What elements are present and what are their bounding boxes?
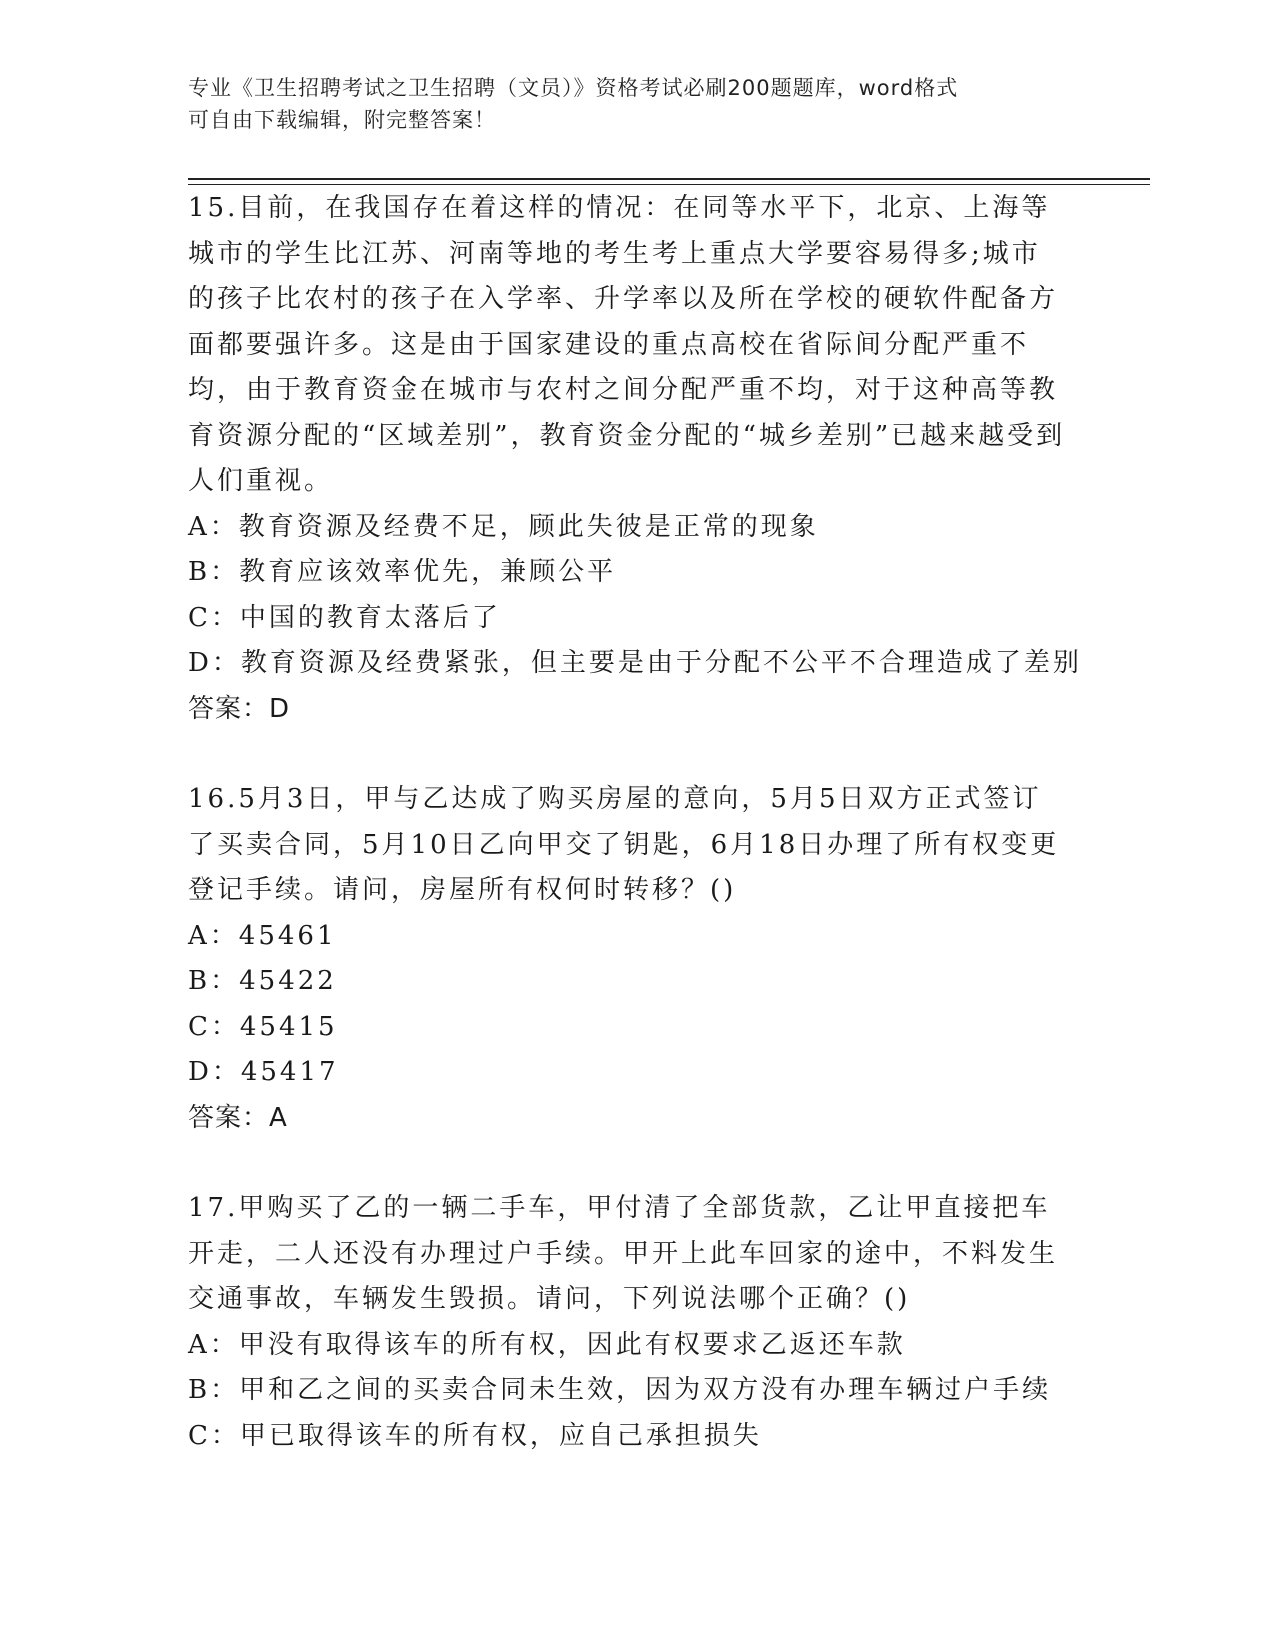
option-a: A：甲没有取得该车的所有权，因此有权要求乙返还车款 xyxy=(188,1329,906,1360)
option-c: C：45415 xyxy=(188,1011,338,1042)
header-line-1: 专业《卫生招聘考试之卫生招聘（文员）》资格考试必刷200题题库，word格式 xyxy=(188,76,959,100)
answer-text: 答案：D xyxy=(188,693,291,724)
option-b: B：甲和乙之间的买卖合同未生效，因为双方没有办理车辆过户手续 xyxy=(188,1375,1052,1405)
header-divider-thick xyxy=(188,178,1150,180)
question-text: 17.甲购买了乙的一辆二手车，甲付清了全部货款，乙让甲直接把车开走，二人还没有办理过户手续。甲开上此车回家的途中，不料发生交通事故，车辆发生毁损。请问，下列说法哪个正确？() xyxy=(188,1193,1059,1314)
document-header xyxy=(188,72,1088,136)
question-block-16 xyxy=(188,777,1068,1141)
question-text: 16.5月3日，甲与乙达成了购买房屋的意向，5月5日双方正式签订了买卖合同，5月10日乙向甲交了钥匙，6月18日办理了所有权变更登记手续。请问，房屋所有权何时转移？() xyxy=(188,784,1060,905)
question-block-17 xyxy=(188,1186,1068,1459)
answer-text: 答案：A xyxy=(188,1102,288,1133)
option-d: D：教育资源及经费紧张，但主要是由于分配不公平不合理造成了差别 xyxy=(188,648,1082,678)
option-c: C：甲已取得该车的所有权，应自己承担损失 xyxy=(188,1420,762,1451)
option-a: A：45461 xyxy=(188,920,337,951)
option-b: B：教育应该效率优先，兼顾公平 xyxy=(188,557,617,587)
question-list xyxy=(188,186,1082,1459)
option-c: C：中国的教育太落后了 xyxy=(188,602,501,633)
option-b: B：45422 xyxy=(188,966,337,996)
header-line-2: 可自由下载编辑，附完整答案！ xyxy=(188,108,496,132)
question-text: 15.目前，在我国存在着这样的情况：在同等水平下，北京、上海等城市的学生比江苏、河南等地的考生考上重点大学要容易得多;城市的孩子比农村的孩子在入学率、升学率以及所在学校的硬软件配备方面都要强许多。这是由于国家建设的重点高校在省际间分配严重不均，由于教育资金在城市与农村之间分配严重不均，对于这种高等教育资源分配的“区域差别”，教育资金分配的“城乡差别”已越来越受到人们重视。 xyxy=(188,193,1066,496)
option-a: A：教育资源及经费不足，顾此失彼是正常的现象 xyxy=(188,511,819,542)
option-d: D：45417 xyxy=(188,1057,339,1087)
question-block-15 xyxy=(188,186,1082,732)
header-divider-thin xyxy=(188,184,1150,185)
